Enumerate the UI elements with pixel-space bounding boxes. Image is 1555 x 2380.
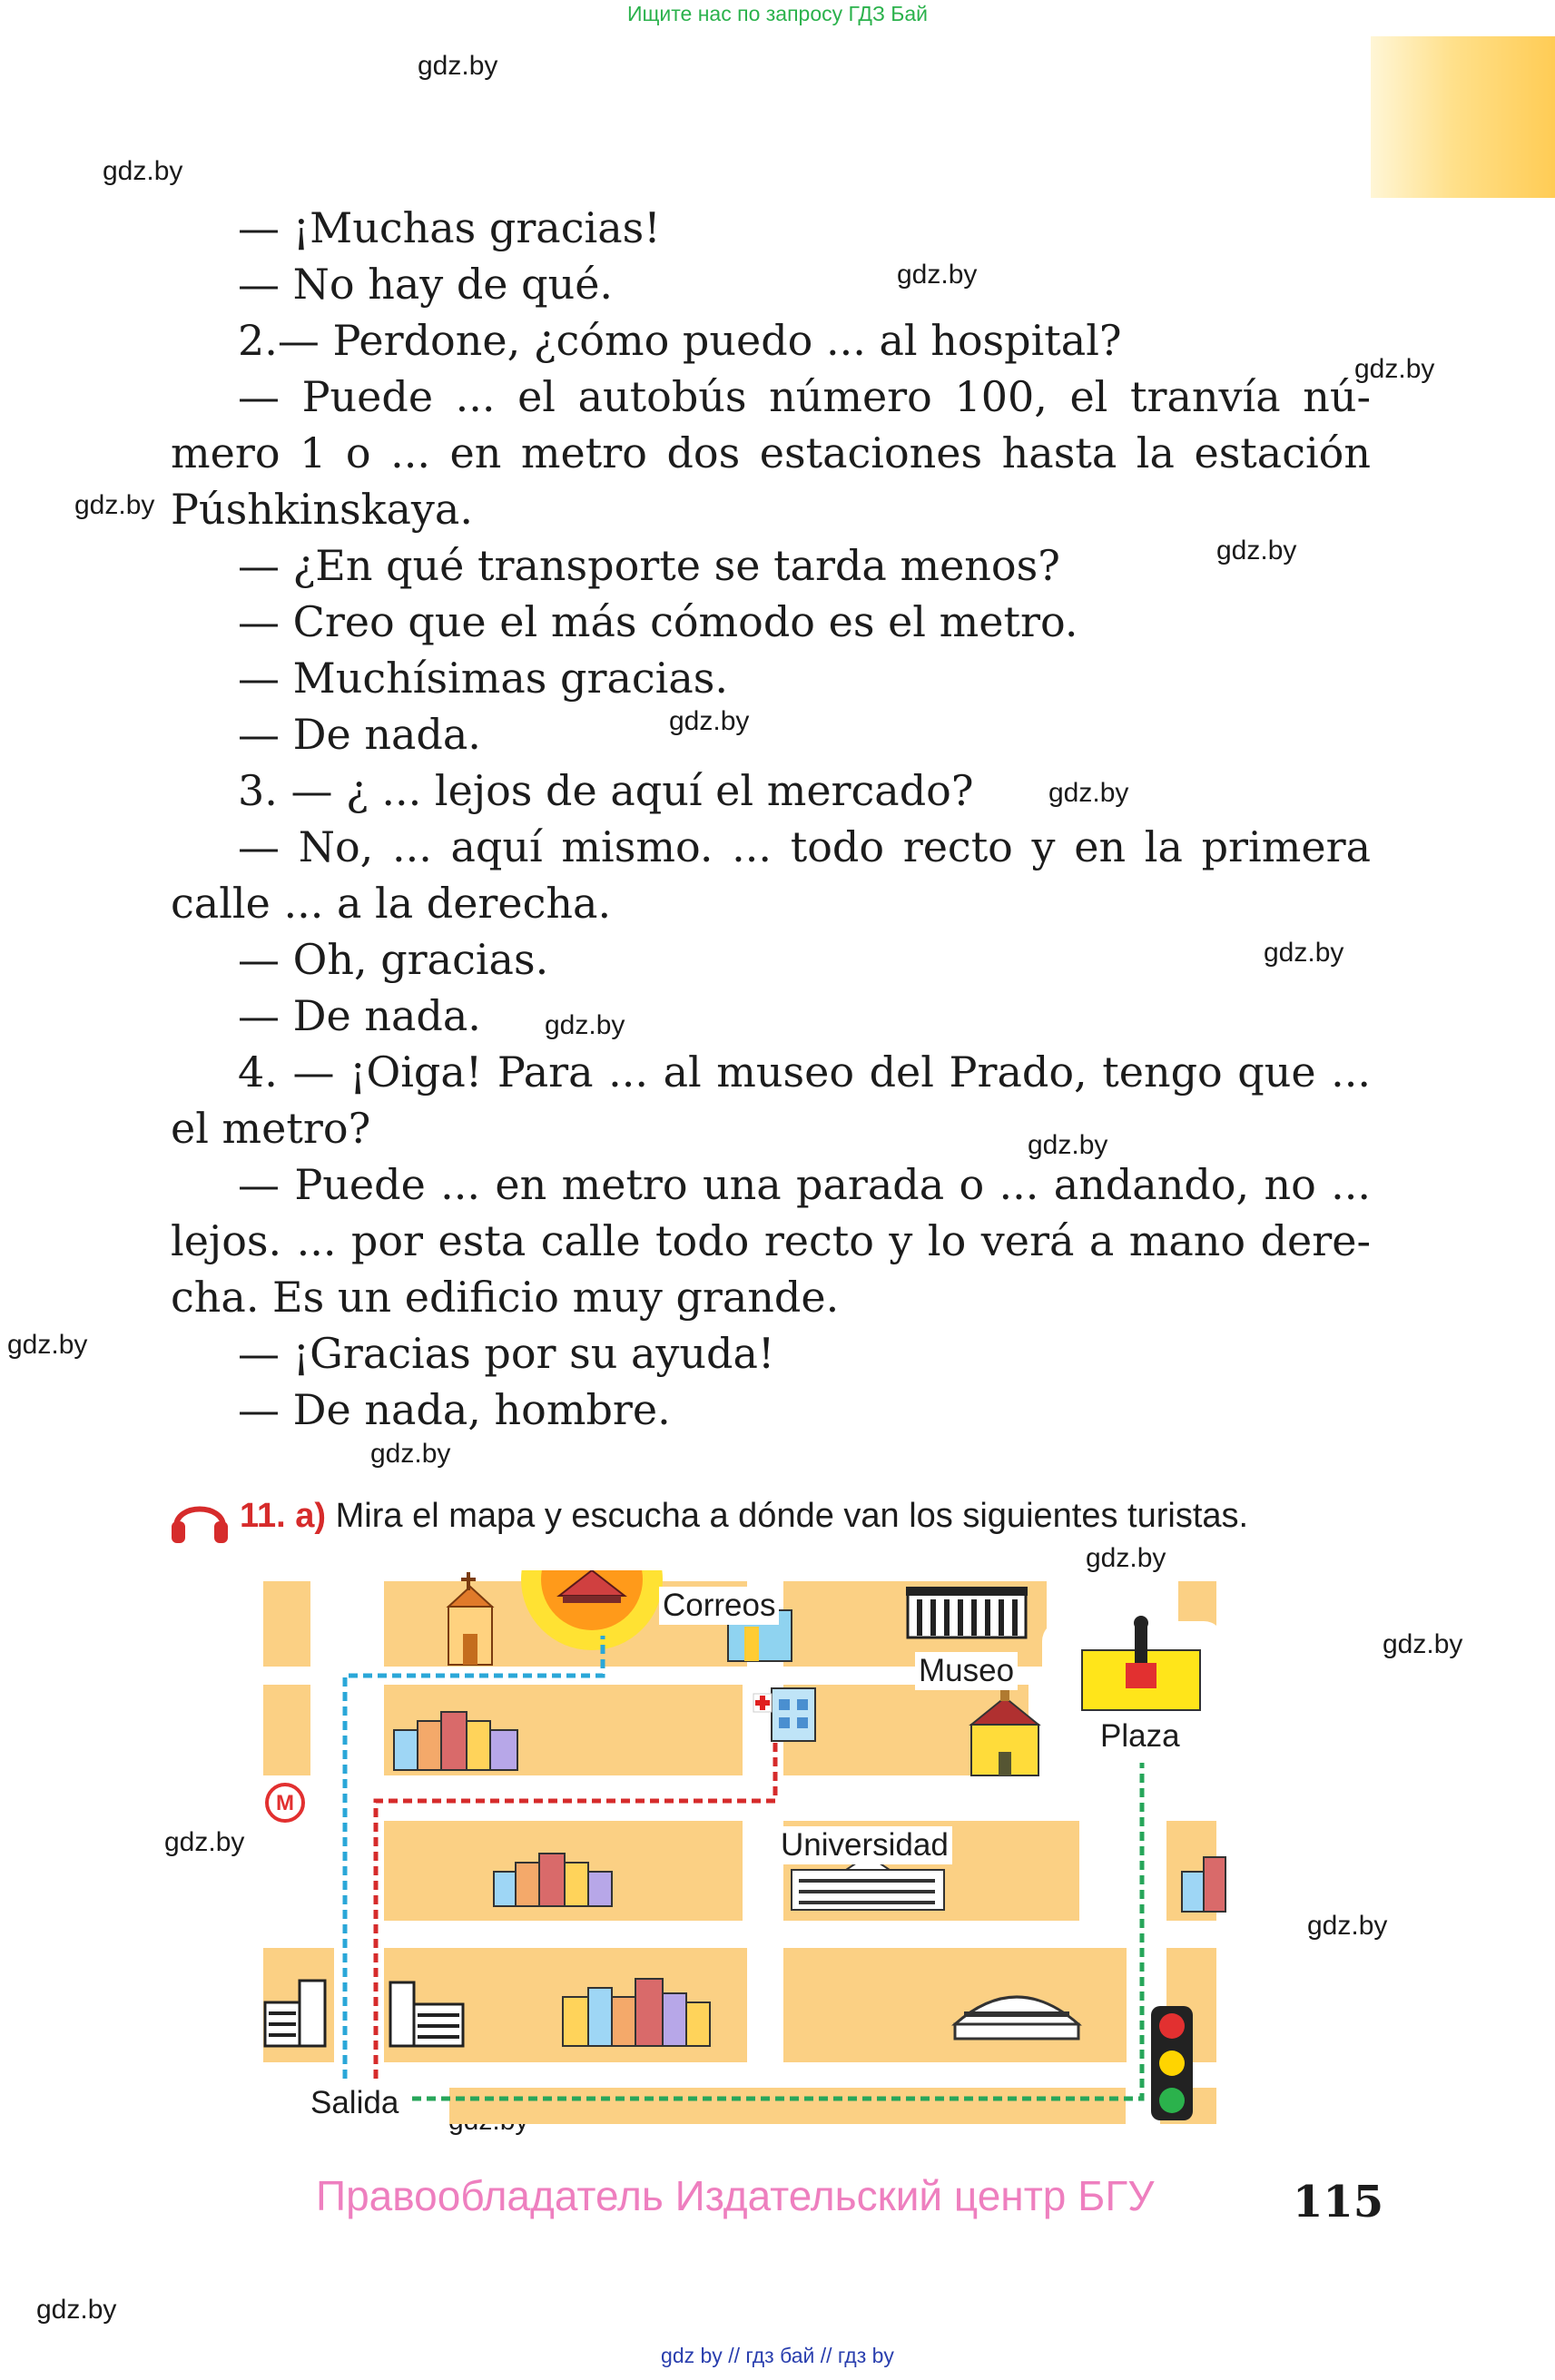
dialogue-line: — Muchísimas gracias. — [238, 654, 729, 703]
dialogue-line: 2.— Perdone, ¿cómo puedo ... al hospital? — [238, 316, 1122, 365]
dialogue-line: el metro? — [171, 1104, 371, 1153]
dialogue-line: — Puede ... el autobús número 100, el tranvía nú- — [238, 372, 1371, 421]
task-text: Mira el mapa y escucha a dónde van los siguientes turistas. — [335, 1497, 1249, 1535]
watermark: gdz.by — [1264, 938, 1344, 968]
city-map — [254, 1570, 1289, 2133]
map-block — [263, 1581, 310, 1667]
watermark: gdz.by — [103, 156, 183, 186]
dialogue-line: lejos. ... por esta calle todo recto y lo verá a mano dere- — [171, 1216, 1371, 1265]
museum-icon — [906, 1587, 1028, 1637]
watermark: gdz.by — [1086, 1543, 1166, 1573]
watermark: gdz.by — [7, 1330, 88, 1360]
watermark: gdz.by — [1383, 1629, 1463, 1659]
dialogue-line: — De nada, hombre. — [238, 1385, 671, 1434]
map-block — [783, 1948, 1127, 2062]
dialogue-line: — ¡Gracias por su ayuda! — [238, 1329, 775, 1378]
bottom-note: gdz by // гдз бай // гдз by — [661, 2344, 894, 2367]
headphones-icon — [169, 1490, 231, 1547]
watermark: gdz.by — [1307, 1911, 1388, 1941]
map-label-universidad: Universidad — [777, 1826, 952, 1864]
task-heading — [240, 1489, 1248, 1543]
watermark: gdz.by — [1048, 778, 1129, 808]
dialogue-line: — De nada. — [238, 991, 481, 1040]
top-note: Ищите нас по запросу ГДЗ Бай — [626, 2, 929, 25]
watermark: gdz.by — [164, 1827, 245, 1857]
hospital-icon — [753, 1688, 815, 1741]
map-block — [263, 1685, 310, 1775]
watermark: gdz.by — [418, 51, 498, 81]
metro-label: M — [276, 1791, 294, 1815]
dialogue-line: — ¿En qué transporte se tarda menos? — [238, 541, 1060, 590]
traffic-light-icon — [1151, 2006, 1193, 2120]
dialogue-line: 3. — ¿ ... lejos de aquí el mercado? — [238, 766, 974, 815]
dialogue-line: 4. — ¡Oiga! Para ... al museo del Prado, tengo que ... — [238, 1047, 1371, 1097]
watermark: gdz.by — [1028, 1130, 1108, 1160]
map-block — [449, 2088, 1126, 2124]
page-corner-decoration — [1371, 36, 1555, 198]
dialogue-line: — Creo que el más cómodo es el metro. — [238, 597, 1078, 646]
page-number: 115 — [1293, 2177, 1384, 2228]
watermark: gdz.by — [370, 1439, 451, 1469]
map-label-museo: Museo — [915, 1652, 1018, 1690]
dialogue-line: calle ... a la derecha. — [171, 879, 612, 928]
watermark: gdz.by — [74, 490, 155, 520]
watermark: gdz.by — [545, 1010, 625, 1040]
map-label-correos: Correos — [659, 1587, 779, 1625]
map-label-salida: Salida — [307, 2084, 402, 2122]
watermark: gdz.by — [1216, 536, 1297, 565]
dialogue-line: — Oh, gracias. — [238, 935, 549, 984]
watermark: gdz.by — [897, 260, 978, 290]
watermark: gdz.by — [36, 2295, 117, 2325]
dialogue-line: — ¡Muchas gracias! — [238, 203, 661, 252]
dialogue-line: — No hay de qué. — [238, 260, 614, 309]
dialogue-line: mero 1 o ... en metro dos estaciones hasta la estación — [171, 428, 1371, 477]
dialogue-line: — De nada. — [238, 710, 481, 759]
map-label-plaza: Plaza — [1097, 1717, 1184, 1755]
dialogue-line: cha. Es un edificio muy grande. — [171, 1273, 840, 1322]
watermark: gdz.by — [669, 706, 750, 736]
copyright-footer: Правообладатель Издательский центр БГУ — [316, 2172, 1155, 2219]
dialogue-line: — Puede ... en metro una parada o ... andando, no ... — [238, 1160, 1371, 1209]
dialogue-line: Púshkinskaya. — [171, 485, 473, 534]
watermark: gdz.by — [1354, 354, 1435, 384]
task-number: 11. a) — [240, 1497, 327, 1535]
dialogue-line: — No, ... aquí mismo. ... todo recto y en la primera — [238, 822, 1371, 871]
